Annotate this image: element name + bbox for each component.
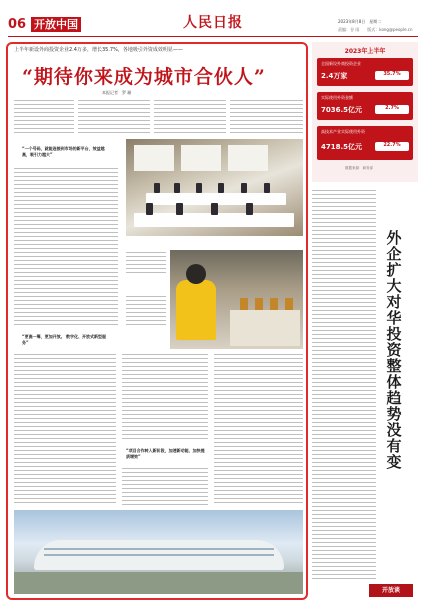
opinion-headline: 外企扩大对华投资整体趋势没有变: [386, 229, 402, 471]
stats-source-note: 数据来源：商务部: [345, 166, 373, 170]
header-rule: [8, 36, 418, 37]
article-kicker: 上半年新设外商投资企业2.4万多，增长35.7%，各地吸引外资成效明显——: [14, 47, 183, 53]
building-photo: [14, 510, 303, 594]
stats-panel-title: 2023年上半年: [344, 48, 386, 55]
section-label: 开放中国: [31, 17, 81, 32]
stats-row-value: 2.4万家: [321, 72, 348, 80]
body-text-block: [14, 100, 74, 134]
stats-row: [317, 58, 413, 86]
article-subhead: “更高一筹，更加开放。 数字化、开放式新型服务”: [22, 334, 107, 345]
page-number: 06: [8, 17, 27, 32]
photo-caption-text: [126, 252, 166, 276]
stats-row-label: 高技术产业实际使用外资: [321, 129, 365, 134]
article-headline: “期待你来成为城市合伙人”: [22, 66, 266, 88]
conference-photo: [126, 139, 303, 236]
stats-row-change: 2.7%: [375, 105, 409, 114]
body-text-block: [230, 100, 303, 134]
body-text-block: [122, 354, 208, 442]
article-subhead: “一个号码，就能连接到市场的新平台，效益越高，吸引力越大”: [22, 146, 105, 157]
stats-row-label: 实际使用外资金额: [321, 95, 353, 100]
opinion-body-text: [312, 190, 376, 582]
article-subhead: “项目合作转入新阶段，加速新动能、加快提质增效”: [126, 448, 205, 459]
stats-row-value: 4718.5亿元: [321, 143, 363, 151]
stats-row-change: 22.7%: [375, 142, 409, 151]
opinion-column-badge: 开放谈: [369, 584, 413, 597]
body-text-block: [14, 168, 118, 328]
body-text-block: [78, 100, 150, 134]
exhibition-photo: [170, 250, 303, 349]
photo-caption-text: [126, 296, 166, 326]
body-text-block: [214, 354, 303, 506]
masthead: 人民日报: [183, 15, 243, 31]
stats-row-change: 35.7%: [375, 71, 409, 80]
editor-credits: 责编：谷 雨 版式：kong@people.cn: [338, 27, 413, 32]
body-text-block: [122, 468, 208, 506]
article-byline: 本报记者 罗 珊: [102, 90, 132, 95]
stats-row: [317, 92, 413, 120]
body-text-block: [154, 100, 226, 134]
issue-date: 2023年8月8日 星期二: [338, 19, 382, 24]
stats-row-value: 7036.5亿元: [321, 106, 363, 114]
body-text-block: [14, 354, 116, 506]
stats-row: [317, 126, 413, 160]
stats-row-label: 全国新设外商投资企业: [321, 61, 361, 66]
